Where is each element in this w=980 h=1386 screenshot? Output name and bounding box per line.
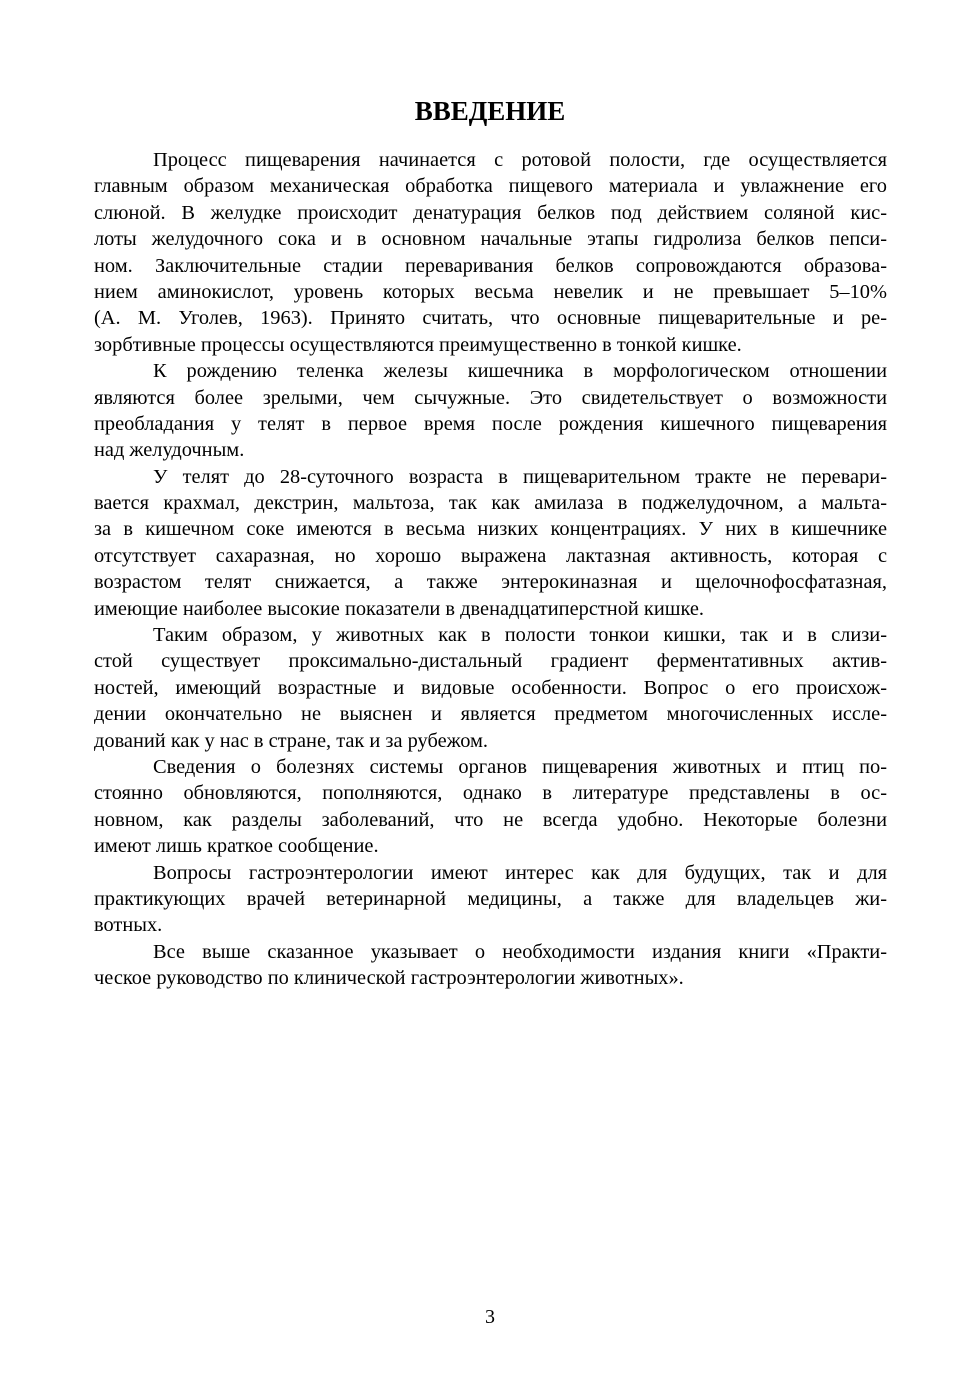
text-line: главным образом механическая обработка пищевого материала и увлажнение его (94, 175, 887, 198)
text-line: ном. Заключительные стадии переваривания белков сопровождаются образова- (94, 254, 887, 277)
text-line: нием аминокислот, уровень которых весьма невелик и не превышает 5–10% (94, 280, 887, 303)
text-line: преобладания у телят в первое время после рождения кишечного пищеварения (94, 412, 887, 435)
text-line: Таким образом, у животных как в полости тонкои кишки, так и в слизи- (153, 624, 887, 647)
text-line: стой существует проксимально-дистальный градиент ферментативных актив- (94, 650, 887, 673)
text-line: ностей, имеющий возрастные и видовые особенности. Вопрос о его происхож- (94, 676, 887, 699)
text-line: возрастом телят снижается, а также энтерокиназная и щелочнофосфатазная, (94, 571, 887, 594)
text-line: Все выше сказанное указывает о необходимости издания книги «Практи- (153, 940, 887, 963)
text-line: дований как у нас в стране, так и за рубежом. (94, 729, 489, 752)
paragraph (94, 464, 887, 622)
paragraph (94, 860, 887, 939)
text-line: вотных. (94, 914, 163, 937)
text-line: лоты желудочного сока и в основном начальные этапы гидролиза белков пепси- (94, 228, 887, 251)
text-line: имеют лишь краткое сообщение. (94, 835, 379, 858)
text-line: имеющие наиболее высокие показатели в двенадцатиперстной кишке. (94, 597, 704, 620)
text-line: новном, как разделы заболеваний, что не всегда удобно. Некоторые болезни (94, 808, 887, 831)
text-line: за в кишечном соке имеются в весьма низких концентрациях. У них в кишечнике (94, 518, 887, 541)
text-line: К рождению теленка железы кишечника в морфологическом отношении (153, 360, 887, 383)
text-line: дении окончательно не выяснен и является предметом многочисленных иссле- (94, 703, 887, 726)
text-line: вается крахмал, декстрин, мальтоза, так как амилаза в поджелудочном, а мальта- (94, 492, 887, 515)
text-line: являются более зрелыми, чем сычужные. Это свидетельствует о возможности (94, 386, 887, 409)
paragraph (94, 622, 887, 754)
text-line: стоянно обновляются, пополняются, однако в литературе представлены в ос- (94, 782, 887, 805)
text-line: Вопросы гастроэнтерологии имеют интерес как для будущих, так и для (153, 861, 887, 884)
text-line: Процесс пищеварения начинается с ротовой полости, где осуществляется (153, 149, 887, 171)
text-line: У телят до 28-суточного возраста в пищеварительном тракте не перевари- (153, 465, 887, 488)
page-heading: ВВЕДЕНИЕ (414, 96, 566, 126)
text-line: практикующих врачей ветеринарной медицины, а также для владельцев жи- (94, 887, 887, 910)
body-text (94, 147, 887, 992)
text-line: отсутствует сахаразная, но хорошо выражена лактазная активность, которая с (94, 544, 887, 567)
text-line: Сведения о болезнях системы органов пищеварения животных и птиц по- (153, 755, 887, 778)
page-number: 3 (485, 1306, 495, 1328)
text-line: (А. М. Уголев, 1963). Принято считать, что основные пищеварительные и ре- (94, 307, 887, 330)
paragraph (94, 147, 887, 358)
paragraph (94, 939, 887, 992)
text-line: слюной. В желудке происходит денатурация белков под действием соляной кис- (94, 201, 887, 224)
paragraph (94, 754, 887, 860)
text-line: зорбтивные процессы осуществляются преимущественно в тонкой кишке. (94, 333, 742, 356)
text-line: над желудочным. (94, 439, 245, 462)
text-line: ческое руководство по клинической гастроэнтерологии животных». (94, 967, 684, 990)
paragraph (94, 358, 887, 464)
